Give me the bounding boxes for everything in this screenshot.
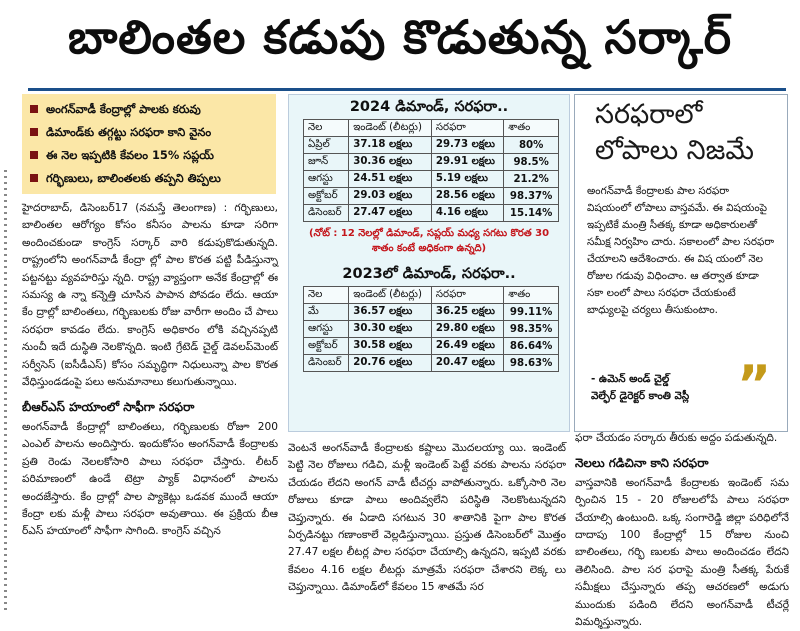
table-cell: 24.51 లక్షలు — [349, 171, 432, 188]
table-cell: 30.36 లక్షలు — [349, 154, 432, 171]
table-title-2024: 2024 డిమాండ్, సరఫరా.. — [349, 99, 509, 115]
table-row — [304, 338, 559, 355]
section-subheading: బీఆర్ఎస్ హయాంలో సాఫీగా సరఫరా — [22, 400, 195, 415]
square-bullet-icon — [30, 174, 38, 182]
body-paragraph: వెంటనే అంగన్‌వాడీ కేంద్రాలకు కష్టాలు మొదలయ్యా యి. ఇండెంట్ పెట్టి నెల రోజులు గడిచి, మళ్లీ ఇండెంట్ పెట్టే వరకు పాలను సరఫరా చేయడం లేదని అంగన్ వాడీ టీచర్లు వాపోతున్నారు. ఒక్కోసారి నెల రోజులు కూడా పాలు అందివ్వలేని పరిస్థితి నెలకొంటున్నదని చెప్తున్నారు. ఈ ఏడాది సగటున 30 శాతానికి పైగా పాల కొరత ఏర్పడినట్టు గణాంకాలే వెల్లడిస్తున్నాయి. ప్రస్తుత డిసెంబర్‌లో మొత్తం 27.47 లక్షల లీటర్ల పాల సరఫరా చేయాల్సి ఉన్నదని, ఇప్పటి వరకు కేవలం 4.16 లక్షల లీటర్లు మాత్రమే సరఫరా చేశారని లెక్క లు చెప్తున్నాయి. డిమాండ్‌లో కేవలం 15 శాతమే సర — [288, 442, 566, 594]
table-row — [304, 304, 559, 321]
headline: బాలింతల కడుపు కొడుతున్న సర్కార్ — [67, 10, 732, 64]
square-bullet-icon — [30, 151, 38, 159]
column-header: శాతం — [504, 287, 559, 304]
margin-marks — [4, 170, 7, 610]
right-column — [575, 430, 789, 631]
quote-mark-icon: ” — [737, 355, 772, 415]
table-cell: 98.63% — [504, 355, 559, 372]
highlight-text: అంగన్‌వాడీ కేంద్రాల్లో పాలకు కరువు — [46, 102, 201, 116]
table-cell: 99.11% — [504, 304, 559, 321]
table-cell: 29.80 లక్షలు — [431, 321, 503, 338]
table-cell: 21.2% — [504, 171, 559, 188]
column-header: నెల — [304, 287, 349, 304]
highlights-box — [22, 94, 276, 194]
table-cell: 26.49 లక్షలు — [431, 338, 503, 355]
table-cell: 80% — [504, 137, 559, 154]
table-cell: ఆగస్టు — [304, 321, 349, 338]
table-cell: 36.57 లక్షలు — [349, 304, 432, 321]
table-cell: 29.73 లక్షలు — [431, 137, 503, 154]
table-cell: అక్టోబర్ — [304, 338, 349, 355]
column-header: సరఫరా — [431, 120, 503, 137]
table-header-row — [304, 287, 559, 304]
body-paragraph: ఫరా చేయడం సర్కారు తీరుకు అద్దం పడుతున్నది. — [575, 432, 778, 444]
highlight-item — [22, 167, 276, 190]
data-tables-box — [288, 94, 570, 432]
table-title-2023: 2023లో డిమాండ్, సరఫరా.. — [342, 266, 516, 282]
table-cell: 30.30 లక్షలు — [349, 321, 432, 338]
table-cell: 20.76 లక్షలు — [349, 355, 432, 372]
highlight-text: డిమాండ్‌కు తగ్గట్టు సరఫరా కాని వైనం — [46, 125, 212, 139]
table-cell: ఏప్రిల్ — [304, 137, 349, 154]
highlight-item — [22, 121, 276, 144]
highlight-text: గర్భిణులు, బాలింతలకు తప్పని తిప్పలు — [46, 171, 221, 185]
table-cell: ఆగస్టు — [304, 171, 349, 188]
table-cell: 86.64% — [504, 338, 559, 355]
square-bullet-icon — [30, 128, 38, 136]
body-paragraph: వాస్తవానికి అంగన్‌వాడీ కేంద్రాలకు ఇండెంట్ సమ ర్పించిన 15 - 20 రోజులలోపే పాలు సరఫరా చేయాల్సి ఉంటుంది. ఒక్క సంగారెడ్డి జిల్లా పరిధిలోనే దాదాపు 100 కేంద్రాల్లో 15 రోజుల నుంచి బాలింతలు, గర్భి ణులకు పాలు అందించడం లేదని తెలిసింది. పాల సర ఫరాపై మంత్రి సీతక్క పేరుకే సమీక్షలు చేస్తున్నారు తప్ప ఆచరణలో అడుగు ముందుకు పడింది లేదని అంగన్‌వాడీ టీచర్లే విమర్శిస్తున్నారు. — [575, 476, 789, 629]
table-cell: 98.35% — [504, 321, 559, 338]
table-row — [304, 137, 559, 154]
table-cell: మే — [304, 304, 349, 321]
highlight-item — [22, 98, 276, 121]
table-cell: 30.58 లక్షలు — [349, 338, 432, 355]
column-header: శాతం — [504, 120, 559, 137]
table-cell: జూన్ — [304, 154, 349, 171]
table-row — [304, 205, 559, 222]
table-2024 — [303, 119, 559, 222]
table-cell: 98.5% — [504, 154, 559, 171]
table-row — [304, 355, 559, 372]
official-quote-box — [574, 94, 788, 432]
middle-column — [288, 440, 566, 597]
highlight-item — [22, 144, 276, 167]
table-cell: డిసెంబర్ — [304, 355, 349, 372]
column-header: సరఫరా — [431, 287, 503, 304]
column-header: నెల — [304, 120, 349, 137]
table-row — [304, 321, 559, 338]
table-row — [304, 171, 559, 188]
table-row — [304, 154, 559, 171]
table-cell: 4.16 లక్షలు — [431, 205, 503, 222]
table-cell: 37.18 లక్షలు — [349, 137, 432, 154]
square-bullet-icon — [30, 105, 38, 113]
left-column — [22, 200, 278, 541]
column-header: ఇండెంట్ (లీటర్లు) — [349, 120, 432, 137]
table-cell: 15.14% — [504, 205, 559, 222]
quote-text: అంగన్‌వాడీ కేంద్రాలకు పాల సరఫరా విషయంలో లోపాలు వాస్తవమే. ఈ విషయంపై ఇప్పటికే మంత్రి సీతక్క కూడా అధికారులతో సమీక్ష నిర్వహిం చారు. సకాలంలో పాల సరఫరా చేయాలని ఆదేశించారు. ఈ విష యంలో నెల రోజుల గడువు విధించాం. ఆ తర్వాత కూడా సకా లంలో పాలు సరఫరా చేయకుంటే బాధ్యులపై చర్యలు తీసుకుంటాం. — [587, 185, 775, 316]
table-cell: 5.19 లక్షలు — [431, 171, 503, 188]
table-note: (నోట్ : 12 నెలల్లో డిమాండ్, సప్లయ్ మధ్య సగటు కొరత 30 శాతం కంటే అధికంగా ఉన్నది) — [308, 228, 550, 254]
table-2023 — [303, 286, 559, 372]
table-cell: అక్టోబర్ — [304, 188, 349, 205]
table-cell: 98.37% — [504, 188, 559, 205]
table-cell: 36.25 లక్షలు — [431, 304, 503, 321]
signature-line: - ఉమెన్ అండ్ చైల్డ్ — [591, 373, 670, 385]
table-cell: డిసెంబర్ — [304, 205, 349, 222]
column-header: ఇండెంట్ (లీటర్లు) — [349, 287, 432, 304]
body-paragraph: హైదరాబాద్, డిసెంబర్17 (నమస్తే తెలంగాణ) : గర్భిణులు, బాలింతల ఆరోగ్యం కోసం కనీసం పాలను కూడా సరిగా అందించకుండా కాంగ్రెస్ సర్కార్ వారి కడుపుకొడుతున్నది. రాష్ట్రంలోని అంగన్‌వాడీ కేంద్రా ల్లో పాల కొరత పట్టి పీడిస్తున్నా పట్టనట్టు వ్యవహరిస్తు న్నది. రాష్ట్ర వ్యాప్తంగా అనేక కేంద్రాల్లో ఈ సమస్య ఉ న్నా కన్నెత్తి చూసిన పాపాన పోవడం లేదు. ఆయా కేం ద్రాల్లో బాలింతలు, గర్భిణులకు రోజు వారీగా అందిం చే పాలు సరఫరా కావడం లేదు. కాంగ్రెస్ అధికారం లోకి వచ్చినప్పటి నుంచీ ఇదే దుస్థితి నెలకొన్నది. ఇంటి గ్రేటెడ్ చైల్డ్ డెవలప్‌మెంట్ సర్వీసెస్ (ఐసీడీఎస్) కోసం సమృద్ధిగా నిధులున్నా పాల కొరత వేధిస్తుండడంపై పలు అనుమానాలు కలుగుతున్నాయి. — [22, 202, 278, 389]
headline-rule — [28, 88, 786, 91]
quote-signature — [591, 371, 689, 405]
table-cell: 29.03 లక్షలు — [349, 188, 432, 205]
table-cell: 28.56 లక్షలు — [431, 188, 503, 205]
table-row — [304, 188, 559, 205]
section-subheading: నెలలు గడిచినా కాని సరఫరా — [575, 456, 709, 471]
highlight-text: ఈ నెల ఇప్పటికి కేవలం 15% సప్లయ్ — [46, 148, 214, 162]
table-cell: 29.91 లక్షలు — [431, 154, 503, 171]
signature-line: వెల్ఫేర్ డైరెక్టర్ కాంతి వెస్లీ — [591, 390, 690, 402]
table-header-row — [304, 120, 559, 137]
quote-heading: సరఫరాలో లోపాలు నిజమే — [595, 99, 754, 166]
table-cell: 27.47 లక్షలు — [349, 205, 432, 222]
table-cell: 20.47 లక్షలు — [431, 355, 503, 372]
body-paragraph: అంగన్‌వాడీ కేంద్రాల్లో బాలింతలు, గర్భిణులకు రోజూ 200 ఎంఎల్ పాలను అందిస్తారు. ఇందుకోసం అంగన్‌వాడీ కేంద్రాలకు ప్రతి రెండు నెలలకోసారి పాలు సరఫరా చేస్తారు. లీటర్ పరిమాణంలో ఉండే టెట్రా ప్యాక్ విధానంలో పాలను అందజేస్తారు. కేం ద్రాల్లో పాల ప్యాకెట్లు ఒడవక ముందే ఆయా కేంద్రా లకు మళ్లీ పాలు సరఫరా అవుతాయి. ఈ ప్రక్రియ బీఆ ర్ఎస్ హయాంలో సాఫీగా సాగింది. కాంగ్రెస్ వచ్చిన — [22, 420, 278, 538]
